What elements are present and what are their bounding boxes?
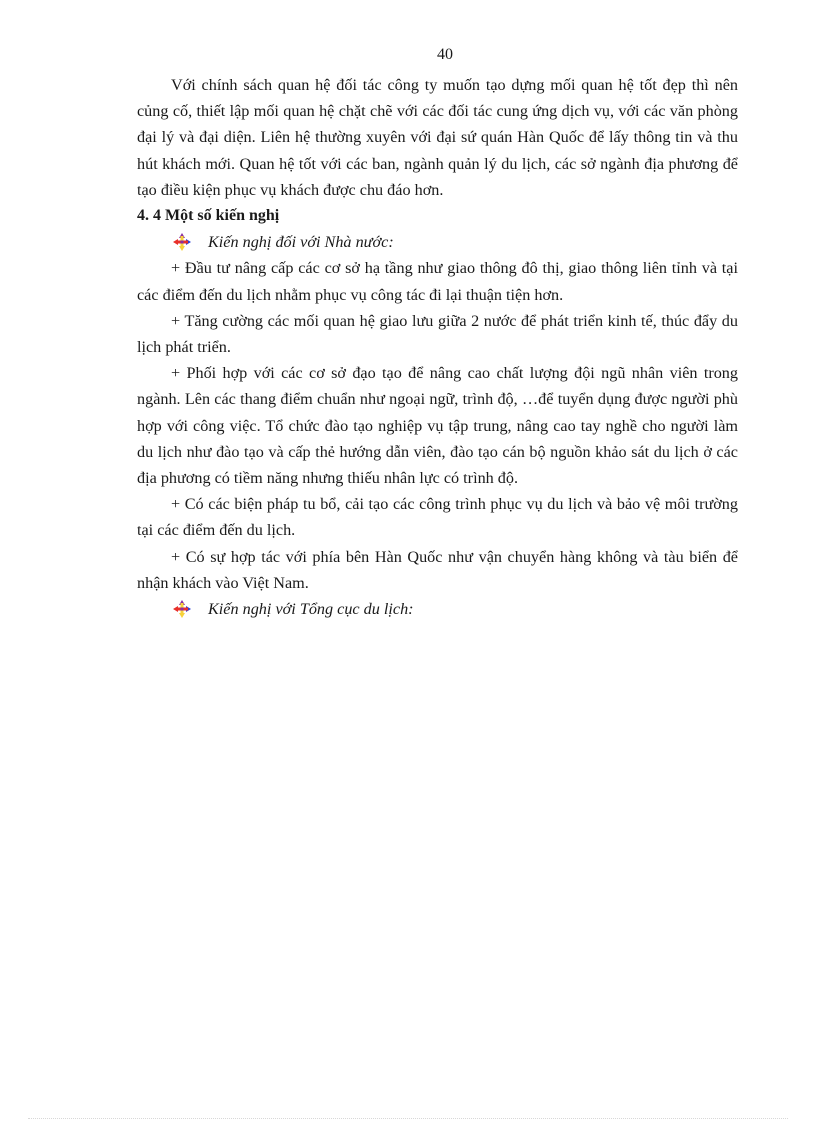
item-preservation: + Có các biện pháp tu bổ, cải tạo các công trình phục vụ du lịch và bảo vệ môi trường tại các điểm đến du lịch.: [137, 495, 738, 540]
four-color-arrow-bullet-icon: [173, 600, 191, 618]
item-infrastructure: + Đầu tư nâng cấp các cơ sở hạ tầng như giao thông đô thị, giao thông liên tỉnh và tại các điểm đến du lịch nhằm phục vụ công tác đi lại thuận tiện hơn.: [137, 259, 738, 304]
item-relations: + Tăng cường các mối quan hệ giao lưu giữa 2 nước để phát triển kinh tế, thúc đẩy du lịch phát triển.: [137, 311, 738, 357]
sub-heading-state: [137, 229, 738, 255]
four-color-arrow-bullet-icon: [173, 233, 191, 251]
page-content: [137, 72, 738, 622]
sub-heading-tourism-admin-text: Kiến nghị với Tổng cục du lịch:: [208, 600, 414, 619]
item-training: + Phối hợp với các cơ sở đạo tạo để nâng cao chất lượng đội ngũ nhân viên trong ngành. Lên các thang điểm chuẩn như ngoại ngữ, trình độ, …để tuyển dụng được người phù hợp với công việc. Tổ chức đào tạo nghiệp vụ tập trung, nâng cao tay nghề cho người làm du lịch như đào tạo và cấp thẻ hướng dẫn viên, đào tạo cán bộ nguồn khảo sát du lịch ở các địa phương có tiềm năng nhưng thiếu nhân lực có trình độ.: [137, 364, 738, 488]
page-bottom-border: [28, 1118, 788, 1119]
paragraph-partner-relations: Với chính sách quan hệ đối tác công ty muốn tạo dựng mối quan hệ tốt đẹp thì nên củng cố, thiết lập mối quan hệ chặt chẽ với các đối tác cung ứng dịch vụ, với các văn phòng đại lý và đại diện. Liên hệ thường xuyên với đại sứ quán Hàn Quốc để lấy thông tin và thu hút khách mới. Quan hệ tốt với các ban, ngành quản lý du lịch, các sở ngành địa phương để tạo điều kiện phục vụ khách được chu đáo hơn.: [137, 76, 738, 199]
page-number: 40: [437, 46, 453, 63]
section-heading: 4. 4 Một số kiến nghị: [137, 207, 280, 225]
item-cooperation: + Có sự hợp tác với phía bên Hàn Quốc như vận chuyển hàng không và tàu biển để nhận khách vào Việt Nam.: [137, 547, 738, 592]
sub-heading-tourism-admin: [137, 596, 738, 622]
sub-heading-state-text: Kiến nghị đối với Nhà nước:: [208, 233, 394, 252]
